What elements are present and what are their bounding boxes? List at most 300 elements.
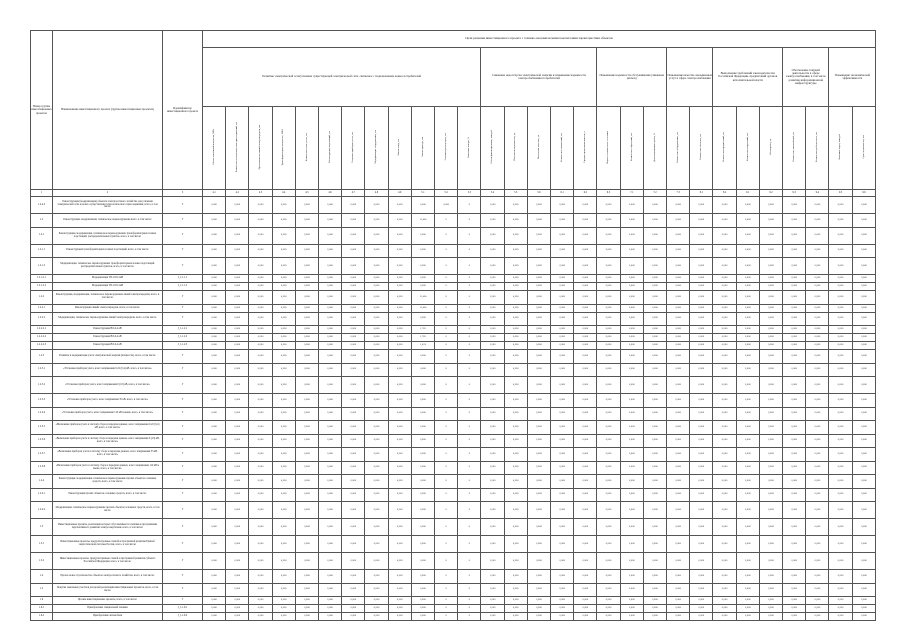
row-value-cell: 0,000 [829, 363, 852, 377]
header-subcolumn-cell [759, 107, 782, 190]
row-id-cell: Г [163, 597, 203, 605]
row-name-cell: «Установка приборов учета, класс напряжения 110 кВ и выше, всего, в том числе» [53, 407, 163, 421]
row-value-cell: 0,000 [620, 227, 643, 244]
row-value-cell: 0,000 [574, 334, 597, 342]
row-value-cell: 0,000 [713, 214, 736, 228]
row-value-cell: 0,000 [342, 214, 365, 228]
row-value-cell: 0,000 [272, 605, 295, 613]
row-value-cell: 0,000 [643, 536, 666, 553]
column-number-cell: 1 [31, 190, 53, 197]
row-value-cell: 0,000 [667, 488, 690, 502]
row-value-cell: 0,000 [667, 283, 690, 291]
row-value-cell: 0,000 [620, 536, 643, 553]
row-value-cell: 0,000 [365, 605, 388, 613]
header-subcolumn-cell [806, 107, 829, 190]
row-value-cell: 0,000 [295, 421, 318, 435]
row-value-cell: 0,000 [667, 519, 690, 536]
row-value-cell: 0,000 [295, 605, 318, 613]
row-code-cell: 1.2.2.1 [31, 304, 53, 312]
header-subcolumn-cell [527, 107, 550, 190]
row-value-cell: 0,000 [852, 363, 876, 377]
row-value-cell: 0,000 [713, 244, 736, 258]
row-value-cell: 0,000 [504, 244, 527, 258]
header-subcolumn-label: Количество точек учета, шт [304, 132, 308, 162]
row-value-cell: 0,000 [620, 448, 643, 462]
header-subcolumn-cell [458, 107, 481, 190]
row-value-cell: 0,000 [736, 304, 759, 312]
row-code-cell: 1.2.4.3 [31, 197, 53, 214]
row-id-cell: Г [163, 502, 203, 519]
row-name-cell: «Включение приборов учета в систему сбора и передачи данных, класс напряжения 110 кВ и выше, всего, в том числе» [53, 461, 163, 475]
row-value-cell: 0,000 [365, 342, 388, 350]
row-value-cell: 0,000 [759, 350, 782, 364]
row-value-cell: 0,000 [759, 197, 782, 214]
row-code-cell: 1.2.3.3 [31, 394, 53, 408]
row-id-cell: Г [163, 475, 203, 489]
row-name-cell: Модернизация ТП-10/0,4 кВ [53, 283, 163, 291]
row-value-cell: 0,000 [342, 363, 365, 377]
row-value-cell: 0,000 [504, 291, 527, 305]
row-value-cell: 0,000 [667, 214, 690, 228]
row-value-cell: 0,000 [783, 326, 806, 334]
row-value-cell: 0,000 [527, 421, 550, 435]
header-subcolumn-cell [690, 107, 713, 190]
row-value-cell: 0,000 [551, 553, 574, 570]
row-value-cell: 0,000 [388, 570, 411, 584]
row-value-cell: 0,000 [806, 304, 829, 312]
row-value-cell: 0,000 [527, 407, 550, 421]
row-value-cell: 0,000 [249, 536, 272, 553]
row-value-cell: 0,000 [203, 553, 226, 570]
row-value-cell: 0,000 [759, 461, 782, 475]
row-value-cell: 0 [435, 326, 458, 334]
row-value-cell: 0,000 [551, 448, 574, 462]
header-group-cell: Развитие электрической сети/усиление существующей электрической сети, связанное с подключением новых потребителей [203, 48, 481, 107]
row-value-cell: 0 [435, 407, 458, 421]
row-value-cell: 0,000 [713, 597, 736, 605]
column-number-cell: 4.7 [342, 190, 365, 197]
header-subcolumn-cell [620, 107, 643, 190]
row-value-cell: 0,000 [504, 475, 527, 489]
header-subcolumn-label: Количество отключений, шт [559, 132, 563, 162]
row-value-cell: 0,000 [620, 291, 643, 305]
row-value-cell: 0,000 [597, 613, 620, 621]
row-value-cell: 0,000 [806, 214, 829, 228]
row-value-cell: 0,000 [365, 334, 388, 342]
row-value-cell: 0 [435, 227, 458, 244]
row-value-cell: 1,000 [481, 326, 504, 334]
row-value-cell: 0,000 [504, 363, 527, 377]
row-value-cell: 0,000 [319, 421, 342, 435]
row-value-cell: 0,000 [806, 536, 829, 553]
row-value-cell: 0,000 [295, 291, 318, 305]
row-value-cell: 0,000 [667, 244, 690, 258]
row-value-cell: 0,000 [319, 275, 342, 283]
row-value-cell: 0,000 [226, 502, 249, 519]
header-subcolumn-cell [319, 107, 342, 190]
investment-table [30, 30, 876, 621]
row-value-cell: 0,000 [388, 553, 411, 570]
row-value-cell: 0,000 [203, 613, 226, 621]
row-value-cell: 0,000 [690, 214, 713, 228]
row-name-cell: Реконструкция трансформаторных и иных подстанций, всего, в том числе: [53, 244, 163, 258]
row-id-cell: Г [163, 421, 203, 435]
table-header [31, 31, 876, 197]
row-value-cell: 0,000 [574, 227, 597, 244]
header-group-cell: Выполнение требований законодательства Российской Федерации, предписаний органов исполнительной власти [713, 48, 783, 107]
row-value-cell: 0 [458, 605, 481, 613]
row-value-cell: 0,000 [411, 448, 434, 462]
row-value-cell: 0,000 [783, 583, 806, 597]
row-value-cell: 0,000 [272, 461, 295, 475]
row-value-cell: 0,000 [597, 536, 620, 553]
row-id-cell: Г [163, 363, 203, 377]
table-row [31, 475, 876, 489]
row-value-cell: 0,000 [759, 502, 782, 519]
row-value-cell: 0,000 [319, 488, 342, 502]
row-value-cell: 0,000 [388, 258, 411, 275]
row-value-cell: 0,000 [829, 326, 852, 334]
header-subcolumn-label: Количество автомобилей, шт [791, 132, 795, 162]
row-value-cell: 0,000 [713, 377, 736, 394]
row-value-cell: 0,000 [852, 197, 876, 214]
row-value-cell: 0,000 [249, 214, 272, 228]
row-value-cell: 0,000 [319, 197, 342, 214]
row-value-cell: 0 [435, 597, 458, 605]
row-value-cell: 0 [458, 394, 481, 408]
row-value-cell: 0,000 [643, 583, 666, 597]
row-value-cell: 0,000 [690, 275, 713, 283]
header-group-cell: Повышение экономической эффективности [829, 48, 876, 107]
row-value-cell: 0,000 [643, 312, 666, 326]
row-value-cell: 0,000 [736, 326, 759, 334]
row-value-cell: 0,000 [759, 597, 782, 605]
row-value-cell: 0,000 [551, 291, 574, 305]
row-value-cell: 0,000 [643, 407, 666, 421]
row-value-cell: 0,000 [736, 227, 759, 244]
row-value-cell: 0,000 [736, 461, 759, 475]
row-value-cell: 0,000 [759, 613, 782, 621]
row-value-cell: 0,000 [852, 394, 876, 408]
header-subcolumn-label: Снижение потерь, % [467, 136, 471, 158]
row-value-cell: 11,434 [411, 291, 434, 305]
row-value-cell: 0,000 [806, 597, 829, 605]
row-value-cell: 0,000 [203, 275, 226, 283]
row-value-cell: 0,000 [342, 502, 365, 519]
table-row [31, 613, 876, 621]
row-value-cell: 0,000 [365, 350, 388, 364]
row-value-cell: 0,000 [203, 377, 226, 394]
row-value-cell: 0,000 [295, 334, 318, 342]
row-value-cell: 0,000 [667, 605, 690, 613]
column-number-cell: 9.4 [806, 190, 829, 197]
row-value-cell: 0,000 [388, 227, 411, 244]
row-value-cell: 0,000 [713, 291, 736, 305]
row-value-cell: 0,000 [759, 475, 782, 489]
row-value-cell: 0,000 [852, 553, 876, 570]
row-value-cell: 0,000 [527, 488, 550, 502]
row-value-cell: 0,000 [527, 583, 550, 597]
row-value-cell: 0,000 [783, 275, 806, 283]
row-value-cell: 0,000 [713, 502, 736, 519]
row-value-cell: 0,000 [226, 197, 249, 214]
row-value-cell: 0,000 [806, 421, 829, 435]
header-group-cell: Обеспечение текущей деятельности в сфере электроснабжения, в том числе развитие информационной инфраструктуры [783, 48, 829, 107]
row-value-cell: 0,000 [643, 363, 666, 377]
table-row [31, 197, 876, 214]
row-value-cell: 0,000 [504, 519, 527, 536]
column-number-cell: 6.1 [551, 190, 574, 197]
row-code-cell: 1.2.2.2.3 [31, 342, 53, 350]
row-value-cell: 0,000 [365, 536, 388, 553]
row-value-cell: 0,000 [783, 291, 806, 305]
row-value-cell: 0,000 [295, 536, 318, 553]
row-id-cell: Г [163, 407, 203, 421]
row-value-cell: 0 [435, 475, 458, 489]
row-value-cell: 0,000 [667, 275, 690, 283]
row-value-cell: 0,000 [504, 227, 527, 244]
row-value-cell: 0,000 [319, 502, 342, 519]
row-value-cell: 0,000 [783, 597, 806, 605]
row-value-cell: 0,000 [527, 434, 550, 448]
row-value-cell: 0,000 [295, 570, 318, 584]
row-value-cell: 0,000 [388, 214, 411, 228]
row-value-cell: 0,000 [667, 570, 690, 584]
row-value-cell: 0,000 [713, 553, 736, 570]
row-value-cell: 0,000 [272, 407, 295, 421]
row-id-cell: Г [163, 304, 203, 312]
row-value-cell: 0,000 [226, 536, 249, 553]
row-value-cell: 0,000 [829, 421, 852, 435]
row-value-cell: 0,000 [690, 553, 713, 570]
row-value-cell: 0,000 [527, 448, 550, 462]
row-value-cell: 0,000 [713, 258, 736, 275]
row-value-cell: 0,000 [551, 377, 574, 394]
row-value-cell: 0,000 [226, 258, 249, 275]
row-value-cell: 0,000 [736, 283, 759, 291]
row-value-cell: 0,000 [551, 342, 574, 350]
row-value-cell: 0,000 [667, 334, 690, 342]
row-value-cell: 0,000 [226, 461, 249, 475]
header-top-title: Цели решения инвестиционного проекта с технико-экономическими показателями характеристики объектов [203, 31, 876, 48]
row-value-cell: 0 [435, 377, 458, 394]
row-value-cell: 0,000 [249, 394, 272, 408]
row-value-cell: 0,000 [295, 258, 318, 275]
row-name-cell: Реконструкция ВЛ-0,4 кВ [53, 326, 163, 334]
row-value-cell: 0,000 [643, 519, 666, 536]
row-value-cell: 0,000 [620, 326, 643, 334]
row-value-cell: 1,000 [481, 421, 504, 435]
row-value-cell: 0 [458, 475, 481, 489]
row-value-cell: 0,000 [388, 448, 411, 462]
row-value-cell: 0,000 [342, 275, 365, 283]
row-value-cell: 0,000 [597, 342, 620, 350]
row-value-cell: 0 [435, 421, 458, 435]
row-value-cell: 0,000 [736, 475, 759, 489]
row-value-cell: 0,000 [713, 363, 736, 377]
row-id-cell: J_1.1.1.2 [163, 283, 203, 291]
row-value-cell: 0 [458, 536, 481, 553]
row-value-cell: 0,000 [690, 363, 713, 377]
row-value-cell: 0,000 [249, 583, 272, 597]
row-value-cell: 0,000 [504, 304, 527, 312]
row-id-cell: Г [163, 553, 203, 570]
row-name-cell: «Установка приборов учета, класс напряжения 6 (10) кВ, всего, в том числе» [53, 377, 163, 394]
table-row [31, 312, 876, 326]
row-value-cell: 0,000 [226, 434, 249, 448]
row-value-cell: 0,000 [597, 519, 620, 536]
row-value-cell: 0,000 [829, 342, 852, 350]
row-value-cell: 0,000 [852, 502, 876, 519]
row-value-cell: 0,000 [226, 214, 249, 228]
row-value-cell: 0 [435, 363, 458, 377]
row-value-cell: 0,000 [667, 342, 690, 350]
row-value-cell: 0,000 [667, 536, 690, 553]
table-row [31, 502, 876, 519]
row-value-cell: 1,000 [481, 488, 504, 502]
row-value-cell: 0 [458, 519, 481, 536]
row-value-cell: 0,000 [203, 350, 226, 364]
row-value-cell: 0,000 [783, 434, 806, 448]
row-value-cell: 0,000 [713, 448, 736, 462]
row-value-cell: 0,000 [713, 304, 736, 312]
row-name-cell: «Установка приборов учета, класс напряжения 35 кВ, всего, в том числе» [53, 394, 163, 408]
row-value-cell: 0,000 [736, 334, 759, 342]
column-number-cell: 5.4 [481, 190, 504, 197]
row-value-cell: 0,000 [759, 258, 782, 275]
row-id-cell: Г [163, 583, 203, 597]
row-value-cell: 0,000 [736, 244, 759, 258]
row-value-cell: 0,000 [365, 407, 388, 421]
row-value-cell: 0,000 [759, 553, 782, 570]
row-value-cell: 0,000 [620, 605, 643, 613]
row-value-cell: 0,000 [388, 434, 411, 448]
row-value-cell: 0,000 [295, 394, 318, 408]
row-value-cell: 0,000 [551, 197, 574, 214]
row-value-cell: 0,000 [551, 334, 574, 342]
row-value-cell: 0,000 [527, 275, 550, 283]
row-value-cell: 0,000 [736, 197, 759, 214]
row-value-cell: 0,000 [365, 291, 388, 305]
row-value-cell: 0,000 [365, 214, 388, 228]
row-value-cell: 0,000 [806, 407, 829, 421]
row-value-cell: 0,000 [597, 377, 620, 394]
row-value-cell: 0 [435, 448, 458, 462]
row-value-cell: 0 [458, 304, 481, 312]
row-value-cell: 0,000 [365, 553, 388, 570]
row-value-cell: 0,000 [551, 350, 574, 364]
row-value-cell: 0,000 [365, 519, 388, 536]
row-value-cell: 0,000 [852, 519, 876, 536]
row-value-cell: 0,000 [365, 326, 388, 334]
row-name-cell: Реконструкция, модернизация, техническое перевооружение всего, в том числе: [53, 214, 163, 228]
row-value-cell: 1,000 [481, 475, 504, 489]
row-value-cell: 0,000 [226, 227, 249, 244]
row-value-cell: 0,000 [736, 434, 759, 448]
row-value-cell: 0,000 [272, 553, 295, 570]
row-value-cell: 0,000 [759, 342, 782, 350]
row-value-cell: 0,000 [504, 326, 527, 334]
row-code-cell: 1.2.1.1 [31, 244, 53, 258]
row-value-cell: 0,000 [783, 244, 806, 258]
row-value-cell: 0,000 [690, 536, 713, 553]
row-value-cell: 0,000 [203, 283, 226, 291]
row-value-cell: 0,000 [527, 519, 550, 536]
row-value-cell: 0,000 [342, 605, 365, 613]
row-value-cell: 0,000 [388, 597, 411, 605]
row-value-cell: 0,000 [551, 502, 574, 519]
row-value-cell: 0,000 [829, 291, 852, 305]
table-row [31, 570, 876, 584]
row-value-cell: 0,000 [551, 613, 574, 621]
row-value-cell: 0,000 [249, 502, 272, 519]
row-code-cell: 1.2.2.2.1 [31, 326, 53, 334]
row-value-cell: 0,000 [504, 536, 527, 553]
row-value-cell: 0,000 [411, 502, 434, 519]
row-value-cell: 0,000 [574, 350, 597, 364]
row-value-cell: 0,000 [365, 304, 388, 312]
row-value-cell: 0,000 [411, 394, 434, 408]
row-value-cell: 0,000 [759, 448, 782, 462]
row-value-cell: 0,000 [574, 434, 597, 448]
row-value-cell: 0,000 [388, 312, 411, 326]
row-value-cell: 0,000 [852, 613, 876, 621]
table-body [31, 197, 876, 621]
row-value-cell: 0,000 [852, 407, 876, 421]
row-value-cell: 0,000 [667, 448, 690, 462]
row-value-cell: 0,000 [388, 519, 411, 536]
row-value-cell: 0,000 [504, 312, 527, 326]
row-value-cell: 0,000 [249, 363, 272, 377]
row-value-cell: 0,000 [736, 421, 759, 435]
row-value-cell: 0 [458, 283, 481, 291]
row-id-cell: Г [163, 214, 203, 228]
row-value-cell: 0,000 [226, 342, 249, 350]
row-value-cell: 0,000 [226, 244, 249, 258]
row-value-cell: 0,000 [643, 502, 666, 519]
row-value-cell: 0 [435, 536, 458, 553]
row-value-cell: 0,000 [574, 258, 597, 275]
row-value-cell: 1,000 [481, 283, 504, 291]
row-value-cell: 0,000 [736, 258, 759, 275]
row-value-cell: 0,000 [667, 304, 690, 312]
row-value-cell: 0,000 [388, 421, 411, 435]
row-value-cell: 0,000 [597, 434, 620, 448]
row-value-cell: 0,000 [203, 197, 226, 214]
row-value-cell: 0,000 [690, 291, 713, 305]
row-value-cell: 0,000 [574, 448, 597, 462]
row-name-cell: Развитие и модернизация учета электрической энергии (мощности), всего, в том числе: [53, 350, 163, 364]
row-value-cell: 0,000 [574, 244, 597, 258]
row-value-cell: 0,000 [667, 363, 690, 377]
row-value-cell: 0,000 [597, 502, 620, 519]
row-value-cell: 0,000 [388, 461, 411, 475]
row-value-cell: 0,000 [597, 475, 620, 489]
row-value-cell: 0,000 [226, 519, 249, 536]
row-value-cell: 1,000 [481, 342, 504, 350]
row-value-cell: 0,000 [527, 283, 550, 291]
row-value-cell: 0,000 [295, 214, 318, 228]
row-value-cell: 0,000 [551, 407, 574, 421]
row-value-cell: 0,000 [806, 570, 829, 584]
row-value-cell: 0,000 [597, 197, 620, 214]
column-number-cell: 4.3 [249, 190, 272, 197]
row-value-cell: 0 [435, 275, 458, 283]
row-value-cell: 0,000 [783, 502, 806, 519]
row-value-cell: 0,000 [574, 605, 597, 613]
row-value-cell: 0 [435, 502, 458, 519]
row-value-cell: 0,000 [504, 258, 527, 275]
